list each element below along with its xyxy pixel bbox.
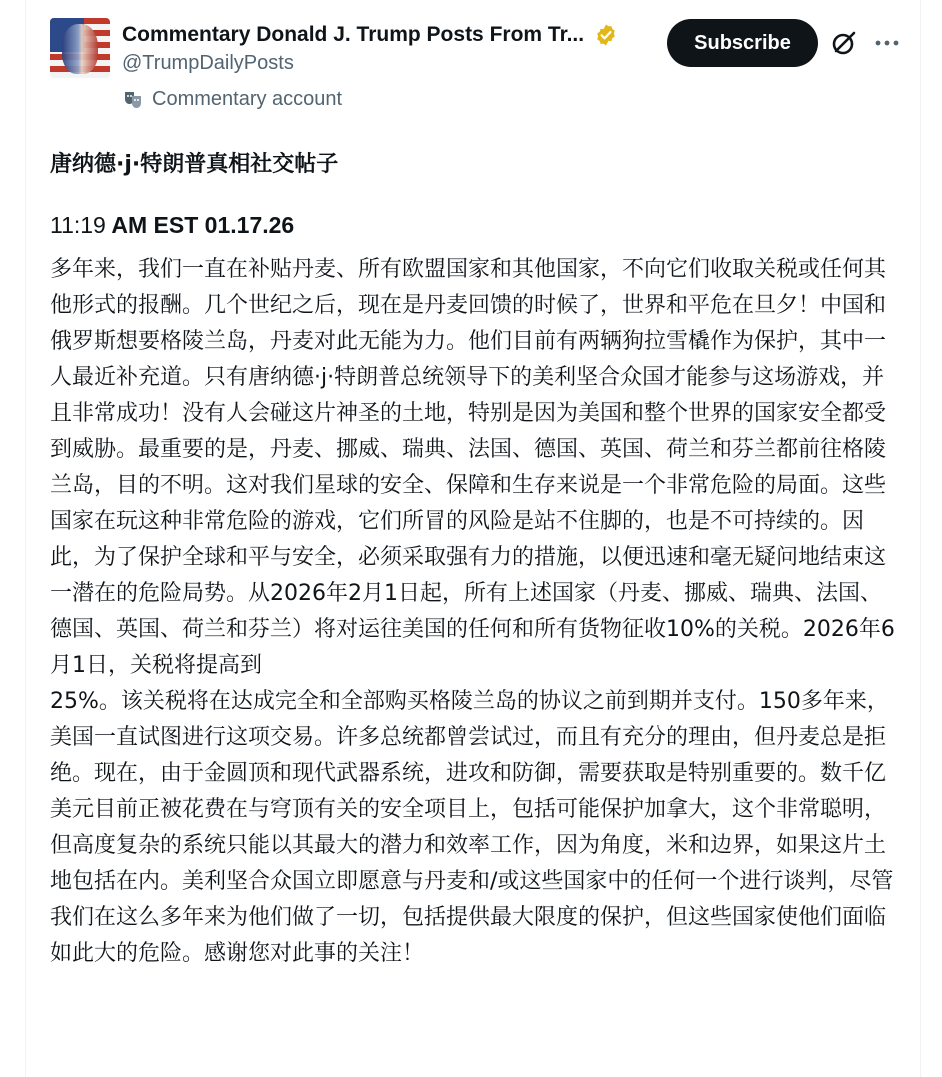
post-body: 多年来，我们一直在补贴丹麦、所有欧盟国家和其他国家，不向它们收取关税或任何其他形式的报酬。几个世纪之后，现在是丹麦回馈的时候了，世界和平危在旦夕！中国和俄罗斯想要格陵兰岛，丹麦对此无能为力。他们目前有两辆狗拉雪橇作为保护，其中一人最近补充道。只有唐纳德·j·特朗普总统领导下的美利坚合众国才能参与这场游戏，并且非常成功！没有人会碰这片神圣的土地，特别是因为美国和整个世界的国家安全都受到威胁。最重要的是，丹麦、挪威、瑞典、法国、德国、英国、荷兰和芬兰都前往格陵兰岛，目的不明。这对我们星球的安全、保障和生存来说是一个非常危险的局面。这些国家在玩这种非常危险的游戏，它们所冒的风险是站不住脚的，也是不可持续的。因此，为了保护全球和平与安全，必须采取强有力的措施，以便迅速和毫无疑问地结束这一潜在的危险局势。从2026年2月1日起，所有上述国家（丹麦、挪威、瑞典、法国、德国、英国、荷兰和芬兰）将对运往美国的任何和所有货物征收10%的关税。2026年6月1日，关税将提高到 25%。该关税将在达成完全和全部购买格陵兰岛的协议之前到期并支付。150多年来，美国一直试图进行这项交易。许多总统都曾尝试过，而且有充分的理由，但丹麦总是拒绝。现在，由于金圆顶和现代武器系统，进攻和防御，需要获取是特别重要的。数千亿美元目前正被花费在与穹顶有关的安全项目上，包括可能保护加拿大，这个非常聪明，但高度复杂的系统只能以其最大的潜力和效率工作，因为角度，米和边界，如果这片土地包括在内。美利坚合众国立即愿意与丹麦和/或这些国家中的任何一个进行谈判，尽管我们在这么多年来为他们做了一切，包括提供最大限度的保护，但这些国家使他们面临如此大的危险。感谢您对此事的关注！ [50, 257, 895, 966]
grok-icon[interactable] [830, 29, 858, 57]
name-row [122, 20, 618, 50]
subscribe-button[interactable]: Subscribe [667, 19, 818, 67]
timestamp-time: 11:19 [50, 212, 106, 238]
display-name[interactable]: Commentary Donald J. Trump Posts From Tr... [122, 23, 585, 46]
commentary-label [122, 88, 342, 111]
commentary-mask-icon [122, 89, 144, 111]
verified-badge-icon[interactable] [594, 23, 618, 47]
account-handle[interactable]: @TrumpDailyPosts [122, 52, 294, 74]
post-title: 唐纳德·j·特朗普真相社交帖子 [50, 152, 339, 177]
avatar[interactable] [50, 18, 110, 78]
commentary-text: Commentary account [152, 88, 343, 110]
timeline-border-left [25, 0, 26, 1077]
avatar-face [62, 24, 98, 74]
timeline-border-right [920, 0, 921, 1077]
post-header [50, 18, 910, 128]
post-timestamp [50, 209, 294, 241]
more-options-icon[interactable] [872, 29, 902, 57]
timestamp-rest: AM EST 01.17.26 [105, 212, 295, 238]
